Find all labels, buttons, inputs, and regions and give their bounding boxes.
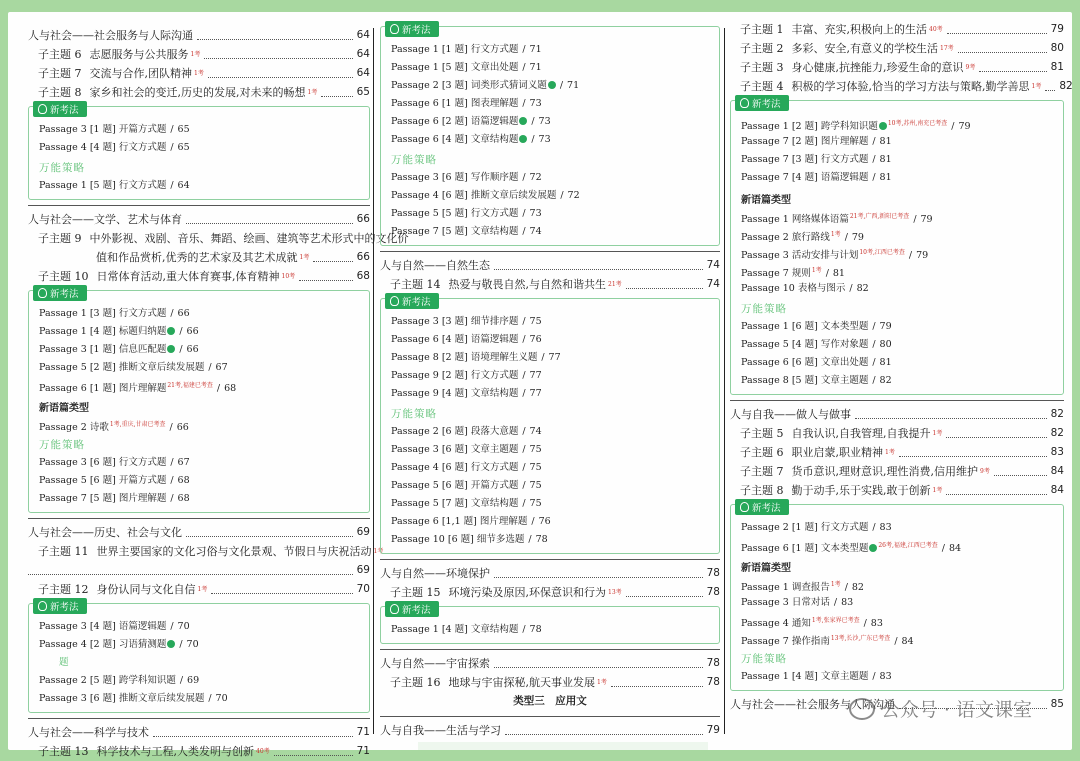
section-heading: 人与社会——文学、艺术与体育 66: [28, 213, 370, 226]
bulb-icon: [740, 502, 749, 512]
passage-item[interactable]: Passage 6 [6 题] 文章出处题 / 81: [741, 357, 892, 368]
topic-row-cont: 值和作品赏析,优秀的艺术家及其艺术成就 1考 66: [96, 251, 370, 264]
passage-item[interactable]: Passage 3 日常对话 / 83: [741, 597, 854, 608]
column-divider: [724, 28, 725, 734]
passage-item[interactable]: Passage 2 [3 题] 词类形式猜词义题 / 71: [391, 80, 580, 91]
passage-item[interactable]: Passage 1 [3 题] 行文方式题 / 66: [39, 308, 190, 319]
passage-item[interactable]: Passage 4 [6 题] 推断文章后续发展题 / 72: [391, 190, 580, 201]
type-title: 类型三 应用文: [513, 695, 587, 707]
new-type-title: 新语篇类型: [741, 563, 791, 574]
topic-row: 子主题 12 身份认同与文化自信 1考 70: [38, 583, 370, 596]
new-type-title: 新语篇类型: [39, 403, 89, 414]
passage-item[interactable]: Passage 1 [2 题] 跨学科知识题 $^{10考,苏州,南充已考查}$ / 79: [741, 120, 971, 133]
divider-line: [730, 400, 1064, 401]
passage-item[interactable]: Passage 7 [4 题] 语篇逻辑题 / 81: [741, 172, 892, 183]
passage-item[interactable]: Passage 3 [3 题] 细节排序题 / 75: [391, 316, 542, 327]
topic-row: 子主题 8 家乡和社会的变迁,历史的发展,对未来的畅想 1考 65: [38, 86, 370, 99]
passage-item[interactable]: Passage 1 [6 题] 文本类型题 / 79: [741, 321, 892, 332]
passage-item[interactable]: Passage 3 [6 题] 推断文章后续发展题 / 70: [39, 693, 228, 704]
new-method-box: [380, 606, 720, 644]
topic-row: 子主题 6 志愿服务与公共服务 1考 64: [38, 48, 370, 61]
passage-item[interactable]: Passage 3 [1 题] 信息匹配题 / 66: [39, 344, 199, 355]
topic-row: 子主题 4 积极的学习体验,恰当的学习方法与策略,勤学善思 1考 82: [740, 80, 1073, 93]
divider-line: [28, 205, 370, 206]
passage-item[interactable]: Passage 1 [1 题] 行文方式题 / 71: [391, 44, 542, 55]
divider-line: [380, 716, 720, 717]
passage-item[interactable]: Passage 5 [4 题] 写作对象题 / 80: [741, 339, 892, 350]
passage-item[interactable]: Passage 5 [2 题] 推断文章后续发展题 / 67: [39, 362, 228, 373]
new-method-badge: 新考法: [385, 601, 439, 617]
toc-column-3: [730, 20, 1073, 714]
new-method-box: [380, 26, 720, 246]
passage-item[interactable]: Passage 2 [6 题] 段落大意题 / 74: [391, 426, 542, 437]
topic-row: 子主题 5 自我认识,自我管理,自我提升 1考 82: [740, 427, 1064, 440]
new-method-badge: 新考法: [33, 285, 87, 301]
passage-item[interactable]: Passage 4 [6 题] 行文方式题 / 75: [391, 462, 542, 473]
topic-row: 子主题 10 日常体育活动,重大体育赛事,体育精神 10考 68: [38, 270, 370, 283]
topic-row: 子主题 13 科学技术与工程,人类发明与创新 40考 71: [38, 745, 370, 758]
passage-item[interactable]: Passage 5 [7 题] 文章结构题 / 75: [391, 498, 542, 509]
divider-line: [28, 718, 370, 719]
toc-column-1: [28, 26, 409, 761]
passage-item[interactable]: Passage 3 [4 题] 语篇逻辑题 / 70: [39, 621, 190, 632]
strategy-title: 万能策略: [391, 154, 437, 166]
passage-item[interactable]: Passage 1 [4 题] 标题归纳题 / 66: [39, 326, 199, 337]
strategy-title: 万能策略: [741, 303, 787, 315]
video-icon: [548, 81, 556, 89]
passage-item[interactable]: Passage 6 [1 题] 图片理解题$^{21考,福建已考查}$ / 68: [39, 382, 237, 395]
extra-text: 题: [59, 657, 69, 668]
topic-row: 子主题 14 热爱与敬畏自然,与自然和谐共生 21考 74: [390, 278, 720, 291]
topic-row: 子主题 7 货币意识,理财意识,理性消费,信用维护 9考 84: [740, 465, 1064, 478]
video-icon: [519, 135, 527, 143]
wechat-icon: [849, 698, 875, 720]
bulb-icon: [390, 604, 399, 614]
topic-row-cont: 69: [28, 561, 370, 580]
passage-item[interactable]: Passage 2 旅行路线$^{1考}$ / 79: [741, 231, 864, 244]
topic-row: 子主题 3 身心健康,抗挫能力,珍爱生命的意识 9考 81: [740, 61, 1064, 74]
new-method-box: [28, 603, 370, 713]
passage-item[interactable]: Passage 1 [5 题] 行文方式题 / 64: [39, 180, 190, 191]
new-method-box: [380, 298, 720, 554]
passage-item[interactable]: Passage 5 [6 题] 开篇方式题 / 68: [39, 475, 190, 486]
section-heading: 人与社会——社会服务与人际沟通 85: [730, 698, 1064, 711]
new-method-box: [28, 290, 370, 513]
passage-item[interactable]: Passage 2 [5 题] 跨学科知识题 / 69: [39, 675, 200, 686]
new-method-badge: 新考法: [735, 95, 789, 111]
passage-item[interactable]: Passage 2 [1 题] 行文方式题 / 83: [741, 522, 892, 533]
passage-item[interactable]: Passage 6 [4 题] 语篇逻辑题 / 76: [391, 334, 542, 345]
video-icon: [167, 640, 175, 648]
watermark: 公众号 · 语文课室: [849, 695, 1032, 722]
new-method-box: [730, 100, 1064, 395]
passage-item[interactable]: Passage 7 [2 题] 图片理解题 / 81: [741, 136, 892, 147]
passage-item[interactable]: Passage 7 [5 题] 文章结构题 / 74: [391, 226, 542, 237]
section-heading: 人与社会——社会服务与人际沟通 64: [28, 29, 370, 42]
passage-item[interactable]: Passage 8 [2 题] 语境理解生义题 / 77: [391, 352, 561, 363]
topic-row: 子主题 16 地球与宇宙探秘,航天事业发展 1考 78: [390, 676, 720, 689]
topic-row: 子主题 9 中外影视、戏剧、音乐、舞蹈、绘画、建筑等艺术形式中的文化价: [38, 232, 409, 245]
section-heading: 人与自然——自然生态 74: [380, 259, 720, 272]
topic-row: 子主题 6 职业启蒙,职业精神 1考 83: [740, 446, 1064, 459]
passage-item[interactable]: Passage 4 [4 题] 行文方式题 / 65: [39, 142, 190, 153]
topic-row: 子主题 1 丰富、充实,积极向上的生活 40考 79: [740, 23, 1064, 36]
column-divider: [373, 28, 374, 734]
passage-item[interactable]: Passage 1 调查报告$^{1考}$ / 82: [741, 581, 864, 594]
video-icon: [167, 327, 175, 335]
new-method-badge: 新考法: [735, 499, 789, 515]
passage-item[interactable]: Passage 1 [4 题] 文章主题题 / 83: [741, 671, 892, 682]
passage-item[interactable]: Passage 6 [1 题] 图表理解题 / 73: [391, 98, 542, 109]
passage-item[interactable]: Passage 9 [2 题] 行文方式题 / 77: [391, 370, 542, 381]
passage-item[interactable]: Passage 1 网络媒体语篇$^{21考,广西,新阳已考查}$ / 79: [741, 213, 933, 226]
passage-item[interactable]: Passage 7 [3 题] 行文方式题 / 81: [741, 154, 892, 165]
new-method-box: [28, 106, 370, 200]
topic-row: 子主题 8 勤于动手,乐于实践,敢于创新 1考 84: [740, 484, 1064, 497]
bulb-icon: [390, 296, 399, 306]
passage-item[interactable]: Passage 6 [2 题] 语篇逻辑题 / 73: [391, 116, 551, 127]
passage-item[interactable]: Passage 1 [4 题] 文章结构题 / 78: [391, 624, 542, 635]
section-heading: 人与自我——做人与做事 82: [730, 408, 1064, 421]
bulb-icon: [38, 601, 47, 611]
section-heading: 人与自然——宇宙探索 78: [380, 657, 720, 670]
passage-item[interactable]: Passage 7 [5 题] 图片理解题 / 68: [39, 493, 190, 504]
passage-item[interactable]: Passage 10 [6 题] 细节多选题 / 78: [391, 534, 548, 545]
page-edge: [418, 742, 708, 750]
bulb-icon: [38, 288, 47, 298]
passage-item[interactable]: Passage 3 [1 题] 开篇方式题 / 65: [39, 124, 190, 135]
passage-item[interactable]: Passage 10 表格与图示 / 82: [741, 283, 869, 294]
passage-item[interactable]: Passage 3 [6 题] 文章主题题 / 75: [391, 444, 542, 455]
section-heading: 人与自我——生活与学习 79: [380, 724, 720, 737]
divider-line: [380, 649, 720, 650]
strategy-title: 万能策略: [741, 653, 787, 665]
strategy-title: 万能策略: [39, 162, 85, 174]
strategy-title: 万能策略: [391, 408, 437, 420]
passage-item[interactable]: Passage 8 [5 题] 文章主题题 / 82: [741, 375, 892, 386]
section-heading: 人与社会——历史、社会与文化 69: [28, 526, 370, 539]
passage-item[interactable]: Passage 9 [4 题] 文章结构题 / 77: [391, 388, 542, 399]
topic-row: 子主题 2 多彩、安全,有意义的学校生活 17考 80: [740, 42, 1064, 55]
divider-line: [380, 559, 720, 560]
passage-item[interactable]: Passage 7 操作指南$^{13考,长沙,广东已考查}$ / 84: [741, 635, 914, 648]
passage-item[interactable]: Passage 5 [6 题] 开篇方式题 / 75: [391, 480, 542, 491]
topic-row: 子主题 7 交流与合作,团队精神 1考 64: [38, 67, 370, 80]
passage-item[interactable]: Passage 3 活动安排与计划$^{10考,江西已考查}$ / 79: [741, 249, 929, 262]
divider-line: [380, 251, 720, 252]
passage-item[interactable]: Passage 4 通知$^{1考,张家界已考查}$ / 83: [741, 617, 883, 630]
section-heading: 人与社会——科学与技术 71: [28, 726, 370, 739]
bulb-icon: [390, 24, 399, 34]
toc-column-2: [380, 20, 720, 740]
passage-item[interactable]: Passage 1 [5 题] 文章出处题 / 71: [391, 62, 542, 73]
bulb-icon: [740, 98, 749, 108]
new-type-title: 新语篇类型: [741, 195, 791, 206]
passage-item[interactable]: Passage 6 [4 题] 文章结构题 / 73: [391, 134, 551, 145]
new-method-badge: 新考法: [385, 293, 439, 309]
video-icon: [519, 117, 527, 125]
book-spread: [8, 12, 1073, 758]
topic-row: 子主题 15 环境污染及原因,环保意识和行为 13考 78: [390, 586, 720, 599]
video-icon: [879, 122, 887, 130]
video-icon: [167, 345, 175, 353]
new-method-box: [730, 504, 1064, 691]
passage-item[interactable]: Passage 6 [1,1 题] 图片理解题 / 76: [391, 516, 551, 527]
passage-item[interactable]: Passage 2 诗歌$^{1考,重庆,甘肃已考查}$ / 66: [39, 421, 189, 434]
passage-item[interactable]: Passage 4 [2 题] 习语猜测题 / 70: [39, 639, 199, 650]
divider-line: [28, 518, 370, 519]
passage-item[interactable]: Passage 3 [6 题] 行文方式题 / 67: [39, 457, 190, 468]
new-method-badge: 新考法: [385, 21, 439, 37]
passage-item[interactable]: Passage 3 [6 题] 写作顺序题 / 72: [391, 172, 542, 183]
video-icon: [869, 544, 877, 552]
passage-item[interactable]: Passage 5 [5 题] 行文方式题 / 73: [391, 208, 542, 219]
strategy-title: 万能策略: [39, 439, 85, 451]
topic-row: 子主题 11 世界主要国家的文化习俗与文化景观、节假日与庆祝活动 1考: [38, 545, 384, 558]
passage-item[interactable]: Passage 7 规则$^{1考}$ / 81: [741, 267, 845, 280]
new-method-badge: 新考法: [33, 598, 87, 614]
new-method-badge: 新考法: [33, 101, 87, 117]
section-heading: 人与自然——环境保护 78: [380, 567, 720, 580]
bulb-icon: [38, 104, 47, 114]
passage-item[interactable]: Passage 6 [1 题] 文本类型题 $^{26考,福建,江西已考查}$ / 84: [741, 542, 962, 555]
